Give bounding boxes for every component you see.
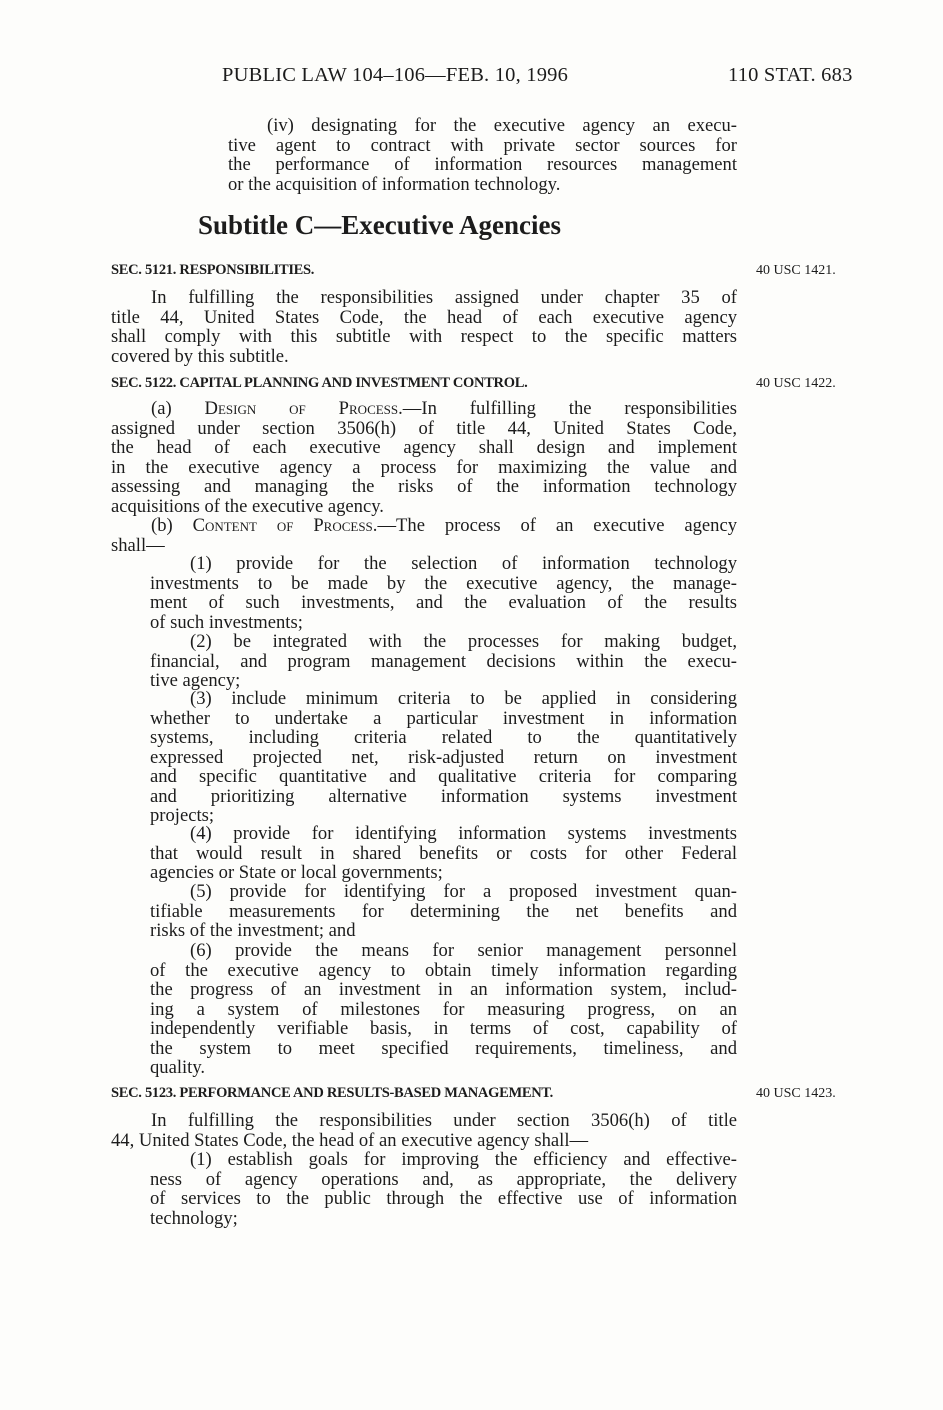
text-line: (6) provide the means for senior management personnel bbox=[190, 940, 737, 961]
item-2 bbox=[150, 632, 737, 691]
margin-note-5121: 40 USC 1421. bbox=[756, 263, 836, 278]
text-line: (1) provide for the selection of information technology bbox=[190, 553, 737, 574]
text-line: and prioritizing alternative information systems investment bbox=[150, 785, 737, 807]
text-line: (2) be integrated with the processes for making budget, bbox=[190, 631, 737, 652]
text-line: of such investments; bbox=[150, 611, 303, 633]
text-line: of the executive agency to obtain timely information regarding bbox=[150, 959, 737, 981]
text-line: or the acquisition of information technology. bbox=[228, 173, 561, 195]
text-run: .—In fulfilling the responsibilities bbox=[398, 398, 737, 419]
text-line: projects; bbox=[150, 805, 215, 826]
subtitle-heading: Subtitle C—Executive Agencies bbox=[198, 210, 561, 240]
text-line: ness of agency operations and, as appropriate, the delivery bbox=[150, 1168, 737, 1190]
text-line: expressed projected net, risk-adjusted return on investment bbox=[150, 746, 737, 768]
paragraph-iv bbox=[228, 116, 737, 194]
item-4 bbox=[150, 824, 737, 883]
text-line: whether to undertake a particular investment in information bbox=[150, 707, 737, 729]
text-line: financial, and program management decisions within the execu- bbox=[150, 650, 737, 672]
text-line: technology; bbox=[150, 1207, 238, 1229]
section-5121-heading: SEC. 5121. RESPONSIBILITIES. bbox=[111, 262, 315, 278]
item-3 bbox=[150, 689, 737, 826]
margin-note-5123: 40 USC 1423. bbox=[756, 1086, 836, 1101]
text-line: agencies or State or local governments; bbox=[150, 862, 443, 883]
text-line: shall comply with this subtitle with respect to the specific matters bbox=[111, 326, 737, 347]
item-6 bbox=[150, 941, 737, 1078]
subsection-a bbox=[111, 399, 737, 516]
text-line: investments to be made by the executive agency, the manage- bbox=[150, 572, 737, 594]
text-line: title 44, United States Code, the head of each executive agency bbox=[111, 306, 737, 328]
item-5 bbox=[150, 882, 737, 941]
text-line: quality. bbox=[150, 1057, 206, 1078]
text-line: the system to meet specified requirements, timeliness, and bbox=[150, 1037, 737, 1059]
text-line: ment of such investments, and the evaluation of the results bbox=[150, 592, 737, 613]
text-line: tive agency; bbox=[150, 670, 241, 691]
text-line: (3) include minimum criteria to be applied in considering bbox=[190, 688, 737, 709]
text-line: In fulfilling the responsibilities assigned under chapter 35 of bbox=[151, 287, 737, 308]
text-line: acquisitions of the executive agency. bbox=[111, 495, 384, 517]
text-run: .—The process of an executive agency bbox=[372, 515, 737, 536]
text-line: the performance of information resources management bbox=[228, 154, 737, 175]
text-line: that would result in shared benefits or costs for other Federal bbox=[150, 842, 737, 864]
section-5122-heading: SEC. 5122. CAPITAL PLANNING AND INVESTMENT CONTROL. bbox=[111, 375, 528, 391]
margin-note-5122: 40 USC 1422. bbox=[756, 376, 836, 391]
subsection-b bbox=[111, 516, 737, 555]
section-5123-item-1 bbox=[150, 1150, 737, 1228]
text-line bbox=[111, 516, 737, 536]
text-line: (5) provide for identifying for a proposed investment quan- bbox=[190, 881, 737, 902]
text-line: In fulfilling the responsibilities under section 3506(h) of title bbox=[151, 1110, 737, 1131]
text-line: the progress of an investment in an information system, includ- bbox=[150, 979, 737, 1000]
text-line bbox=[111, 399, 737, 419]
text-line: independently verifiable basis, in terms of cost, capability of bbox=[150, 1018, 737, 1039]
text-line: tive agent to contract with private sector sources for bbox=[228, 134, 737, 156]
text-line: risks of the investment; and bbox=[150, 920, 356, 941]
text-line: tifiable measurements for determining the net benefits and bbox=[150, 900, 737, 922]
text-line: (4) provide for identifying information systems investments bbox=[190, 823, 737, 844]
text-run: (a) bbox=[151, 398, 205, 419]
item-1 bbox=[150, 554, 737, 632]
text-line: ing a system of milestones for measuring progress, on an bbox=[150, 998, 737, 1020]
text-line: shall— bbox=[111, 534, 165, 556]
text-line: assessing and managing the risks of the information technology bbox=[111, 476, 737, 497]
text-line: covered by this subtitle. bbox=[111, 345, 289, 367]
section-5121-text bbox=[111, 288, 737, 366]
text-line: of services to the public through the effective use of information bbox=[150, 1188, 737, 1209]
text-line: and specific quantitative and qualitative criteria for comparing bbox=[150, 766, 737, 787]
text-line: in the executive agency a process for maximizing the value and bbox=[111, 456, 737, 478]
page-reference: 110 STAT. 683 bbox=[728, 64, 853, 86]
text-line: systems, including criteria related to the quantitatively bbox=[150, 727, 737, 748]
section-5123-text bbox=[111, 1111, 737, 1150]
section-5123-heading: SEC. 5123. PERFORMANCE AND RESULTS-BASED MANAGEMENT. bbox=[111, 1085, 554, 1101]
run-in-heading: Content of Process bbox=[192, 515, 373, 536]
text-line: assigned under section 3506(h) of title 44, United States Code, bbox=[111, 417, 737, 439]
text-line: 44, United States Code, the head of an executive agency shall— bbox=[111, 1129, 589, 1151]
text-run: (b) bbox=[151, 515, 193, 536]
text-line: (1) establish goals for improving the efficiency and effective- bbox=[190, 1149, 737, 1170]
running-head: PUBLIC LAW 104–106—FEB. 10, 1996 bbox=[222, 64, 569, 86]
text-line: the head of each executive agency shall design and implement bbox=[111, 437, 737, 458]
run-in-heading: Design of Process bbox=[204, 398, 399, 419]
text-line: (iv) designating for the executive agency an execu- bbox=[267, 115, 737, 136]
